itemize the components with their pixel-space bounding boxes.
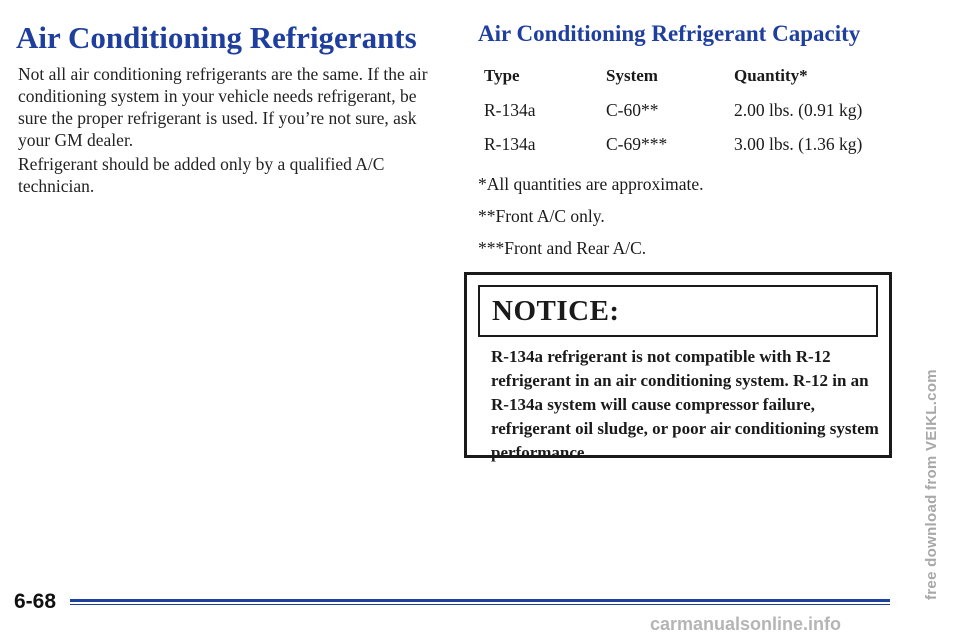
site-logo-text: carmanualsonline.info	[650, 614, 842, 634]
cell-system: C-69***	[606, 134, 668, 154]
notice-title: NOTICE:	[478, 285, 878, 337]
paragraph-refrigerant-types: Not all air conditioning refrigerants are the same. If the air conditioning system in your vehicle needs refrigerant, be sure the proper refrigerant is used. If you’re not sure, ask your GM dealer.	[18, 64, 428, 150]
paragraph-qualified-technician: Refrigerant should be added only by a qualified A/C technician.	[18, 154, 385, 196]
page-number: 6-68	[14, 590, 57, 613]
table-row	[484, 134, 904, 168]
footnote-front-rear-ac: ***Front and Rear A/C.	[478, 238, 647, 258]
cell-system: C-60**	[606, 100, 659, 120]
footer-rule	[70, 599, 890, 602]
table-row	[484, 100, 904, 134]
cell-quantity: 2.00 lbs. (0.91 kg)	[734, 100, 863, 120]
table-header-row	[484, 66, 904, 100]
cell-type: R-134a	[484, 134, 536, 154]
cell-quantity: 3.00 lbs. (1.36 kg)	[734, 134, 863, 154]
section-heading-refrigerants: Air Conditioning Refrigerants	[16, 20, 417, 55]
notice-box	[464, 272, 892, 462]
column-header-quantity: Quantity*	[734, 66, 808, 85]
notice-body: R-134a refrigerant is not compatible with R-12 refrigerant in an air conditioning system. R-12 in an R-134a system will cause compressor failure, refrigerant oil sludge, or poor air conditioning system performance.	[491, 347, 879, 462]
capacity-table	[484, 66, 904, 168]
footer-rule-thin	[70, 604, 890, 605]
cell-type: R-134a	[484, 100, 536, 120]
footnote-front-ac: **Front A/C only.	[478, 206, 605, 226]
section-heading-capacity: Air Conditioning Refrigerant Capacity	[478, 21, 861, 46]
watermark-text: free download from VEIKL.com	[923, 369, 940, 600]
column-header-type: Type	[484, 66, 520, 85]
column-header-system: System	[606, 66, 658, 85]
footnote-approximate: *All quantities are approximate.	[478, 174, 704, 194]
